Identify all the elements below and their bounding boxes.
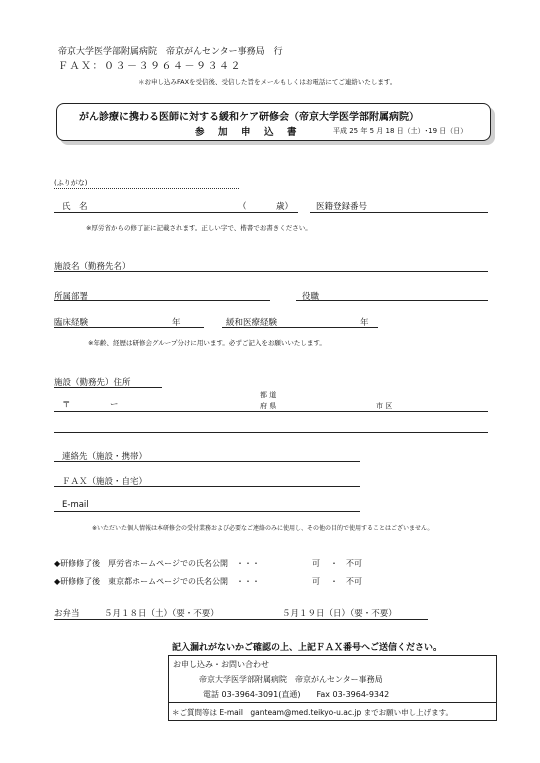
clinical-exp-label: 臨床経験	[54, 318, 89, 328]
address-line-2	[54, 432, 488, 433]
clinical-exp-year: 年	[172, 318, 181, 328]
bento-line	[54, 619, 428, 620]
facility-label: 施設名（勤務先名）	[54, 262, 131, 272]
contact-box-title: お申し込み・お問い合わせ	[173, 660, 269, 669]
contact-label: 連絡先（施設・携帯）	[62, 452, 148, 462]
confirm-message: 記入漏れがないかご確認の上、上記ＦＡＸ番号へご送信ください。	[172, 643, 443, 653]
facility-line	[54, 271, 488, 272]
bento-day1[interactable]: ５月１８日（土）（要・不要）	[104, 609, 219, 619]
license-label: 医籍登録番号	[316, 202, 368, 212]
postal-dash: ー	[110, 400, 119, 410]
publication-mhlw-yes[interactable]: 可	[312, 559, 320, 568]
fax-line	[54, 486, 360, 487]
contact-line	[54, 461, 360, 462]
title-main: がん診療に携わる医師に対する緩和ケア研修会（帝京大学医学部附属病院）	[79, 112, 419, 123]
publication-mhlw-sep: ・	[330, 559, 338, 568]
todofuken-lower: 府 県	[260, 402, 277, 410]
age-close: 歳）	[276, 202, 294, 212]
license-line	[310, 212, 488, 213]
address-label-line	[54, 387, 162, 388]
title-sub: 参 加 申 込 書	[195, 127, 299, 138]
email-line	[54, 511, 360, 512]
recipient-line: 帝京大学医学部附属病院 帝京がんセンター事務局 行	[58, 47, 283, 57]
furigana-line	[54, 188, 239, 189]
palliative-exp-line	[222, 327, 378, 328]
todofuken-upper: 都 道	[260, 391, 277, 399]
name-note: ※厚労省からの修了証に記載されます。正しい字で、楷書でお書きください。	[86, 224, 312, 232]
department-line	[54, 300, 270, 301]
publication-tokyo-sep: ・	[330, 577, 338, 586]
contact-box-phone: 電話 03-3964-3091(直通) Fax 03-3964-9342	[203, 690, 390, 699]
name-line	[54, 212, 298, 213]
bento-label: お弁当	[54, 609, 80, 619]
position-line	[296, 300, 488, 301]
fax-notice: ＊お申し込みFAXを受信後、受信した旨をメールもしくはお電話にてご連絡いたします。	[138, 78, 397, 86]
title-box	[56, 103, 491, 141]
clinical-exp-line	[54, 327, 204, 328]
address-label: 施設（勤務先）住所	[54, 378, 131, 388]
title-date: 平成 25 年 5 月 18 日（土）･19 日（日）	[333, 127, 468, 135]
email-label: E-mail	[62, 500, 89, 510]
name-label: 氏 名	[62, 202, 88, 212]
publication-tokyo-label: ◆研修修了後 東京都ホームページでの氏名公開 ・・・	[54, 577, 260, 586]
publication-tokyo-no[interactable]: 不可	[346, 577, 362, 586]
age-open: （	[238, 202, 247, 212]
experience-note: ※年齢、経歴は研修会グループ分けに用います。必ずご記入をお願いいたします。	[88, 339, 326, 347]
department-label: 所属部署	[54, 292, 89, 302]
palliative-exp-year: 年	[360, 318, 369, 328]
publication-mhlw-no[interactable]: 不可	[346, 559, 362, 568]
contact-box-email: ＊ご質問等は E-mail ganteam@med.teikyo-u.ac.jp までお願い申し上げます。	[172, 708, 453, 717]
fax-label: ＦＡＸ（施設・自宅）	[62, 477, 148, 487]
privacy-note: ※いただいた個人情報は本研修会の受付業務および必要なご連絡のみに使用し、その他の目的で使用することはございません。	[92, 525, 434, 532]
postal-mark: 〒	[62, 400, 71, 410]
fax-number: ＦＡＸ：０３－３９６４－９３４２	[58, 61, 242, 72]
bento-day2[interactable]: ５月１９日（日）（要・不要）	[282, 609, 397, 619]
publication-tokyo-yes[interactable]: 可	[312, 577, 320, 586]
furigana-label: (ふりがな)	[54, 179, 88, 187]
palliative-exp-label: 緩和医療経験	[226, 318, 278, 328]
position-label: 役職	[302, 292, 320, 302]
publication-mhlw-label: ◆研修修了後 厚労省ホームページでの氏名公開 ・・・	[54, 559, 260, 568]
contact-box-org: 帝京大学医学部附属病院 帝京がんセンター事務局	[199, 675, 383, 684]
shikuku-label: 市 区	[376, 402, 393, 410]
contact-box-email-row	[168, 702, 497, 721]
address-line-1	[54, 411, 488, 412]
